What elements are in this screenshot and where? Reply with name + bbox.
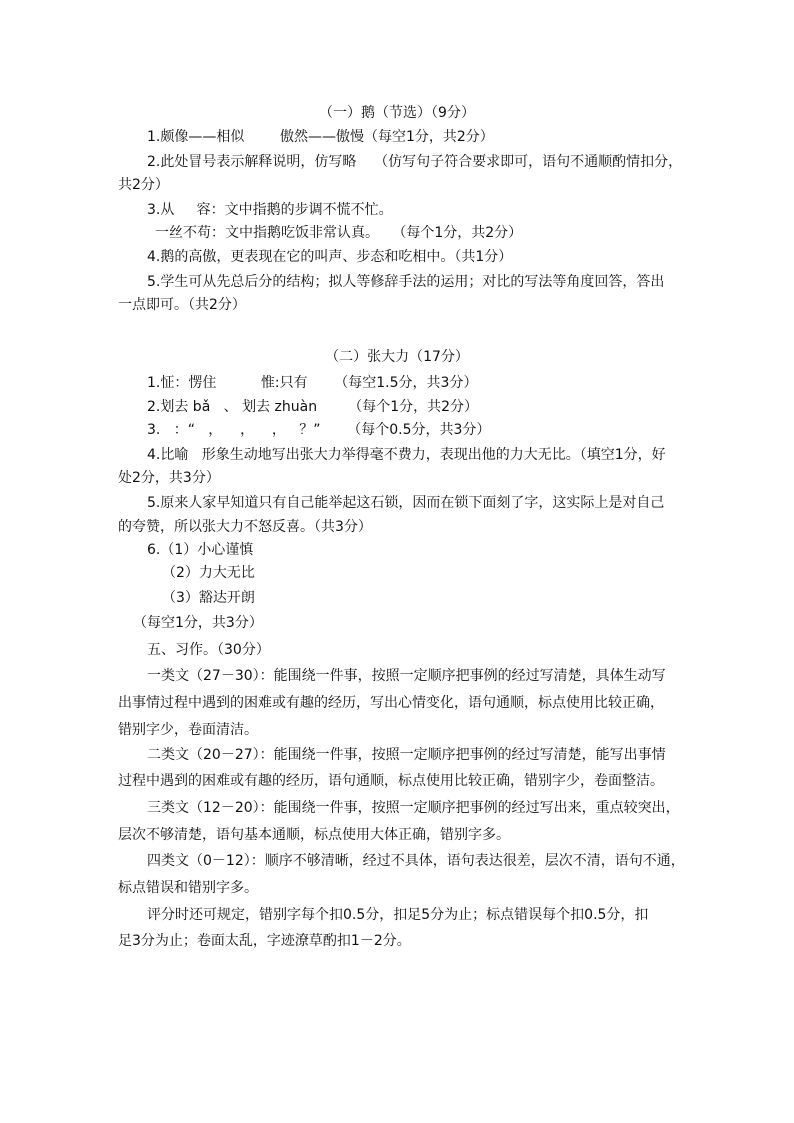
answer-line: 共2分） <box>118 177 169 193</box>
answer-line: 出事情过程中遇到的困难或有趣的经历，写出心情变化，语句通顺，标点使用比较正确， <box>118 695 664 711</box>
answer-line: （每空1分，共3分） <box>133 615 263 631</box>
answer-line: 错别字少，卷面清洁。 <box>118 722 258 738</box>
answer-line: 的夸赞，所以张大力不怒反喜。（共3分） <box>118 519 372 535</box>
answer-line: 3.从 容：文中指鹅的步调不慌不忙。 <box>147 202 393 218</box>
answer-line: 1.颇像——相似 傲然——傲慢（每空1分，共2分） <box>147 129 494 145</box>
answer-line: 一点即可。（共2分） <box>118 297 246 313</box>
answer-line: 过程中遇到的困难或有趣的经历，语句通顺，标点使用比较正确，错别字少，卷面整洁。 <box>118 773 664 789</box>
answer-line: 四类文（0－12）：顺序不够清晰，经过不具体，语句表达很差，层次不清，语句不通， <box>147 853 685 869</box>
answer-line: 一类文（27－30）：能围绕一件事，按照一定顺序把事例的经过写清楚，具体生动写 <box>147 668 666 684</box>
answer-line: 层次不够清楚，语句基本通顺，标点使用大体正确，错别字多。 <box>118 827 510 843</box>
section-title: （一）鹅（节选）（9分） <box>319 105 475 121</box>
answer-line: 评分时还可规定，错别字每个扣0.5分，扣足5分为止；标点错误每个扣0.5分，扣 <box>147 907 649 923</box>
answer-line: （2）力大无比 <box>162 565 255 581</box>
answer-line: 处2分，共3分） <box>118 470 220 486</box>
answer-line: 2.此处冒号表示解释说明，仿写略 （仿写句子符合要求即可，语句不通顺酌情扣分， <box>147 154 683 170</box>
answer-line: 4.鹅的高傲，更表现在它的叫声、步态和吃相中。（共1分） <box>147 249 513 265</box>
answer-line: 2.划去 bǎ 、 划去 zhuàn （每个1分，共2分） <box>147 399 479 415</box>
answer-line: 3. ：“ ， ， ， ？” （每个0.5分，共3分） <box>147 422 491 438</box>
answer-line: 五、习作。（30分） <box>147 642 270 658</box>
answer-line: 6.（1）小心谨慎 <box>147 542 254 558</box>
answer-line: 5.学生可从先总后分的结构；拟人等修辞手法的运用；对比的写法等角度回答，答出 <box>147 274 665 290</box>
answer-line: 足3分为止；卷面太乱，字迹潦草酌扣1－2分。 <box>118 933 411 949</box>
answer-line: 一丝不苟：文中指鹅吃饭非常认真。 （每个1分，共2分） <box>155 225 523 241</box>
answer-line: 1.怔：愣住 惟:只有 （每空1.5分，共3分） <box>147 375 478 391</box>
answer-line: 4.比喻 形象生动地写出张大力举得毫不费力，表现出他的力大无比。（填空1分，好 <box>147 447 666 463</box>
answer-line: 5.原来人家早知道只有自己能举起这石锁，因而在锁下面刻了字，这实际上是对自己 <box>147 495 665 511</box>
answer-line: （3）豁达开朗 <box>162 590 255 606</box>
answer-line: 二类文（20－27）：能围绕一件事，按照一定顺序把事例的经过写清楚，能写出事情 <box>147 747 666 763</box>
answer-line: 标点错误和错别字多。 <box>118 880 258 896</box>
answer-line: 三类文（12－20）：能围绕一件事，按照一定顺序把事例的经过写出来，重点较突出， <box>147 800 680 816</box>
section-title: （二）张大力（17分） <box>325 349 469 365</box>
